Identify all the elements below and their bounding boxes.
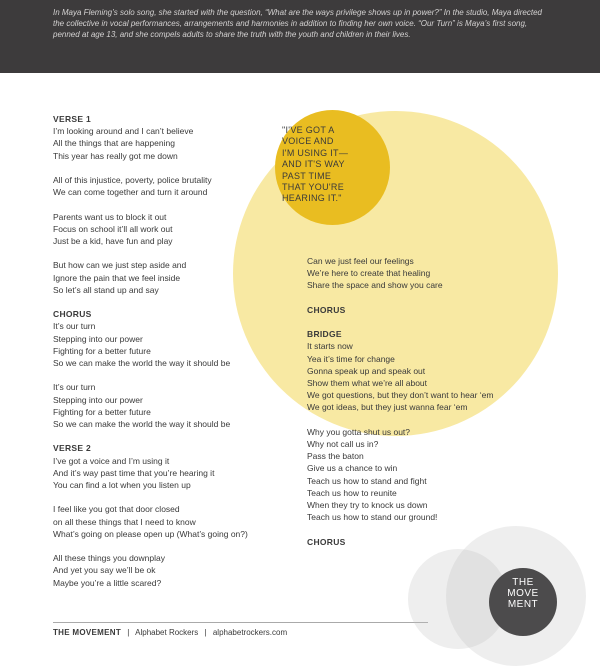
footer [53,628,287,638]
pull-quote [282,125,382,205]
quote-line: THAT YOU'RE [282,182,345,193]
lyric-line: Focus on school it’ll all work out [53,223,173,234]
lyric-line: I feel like you got that door closed [53,504,180,515]
lyric-line: I’m looking around and I can’t believe [53,126,194,137]
verse-1-lines [53,125,293,296]
lyric-line: Teach us how to stand our ground! [307,512,438,523]
quote-line: HEARING IT." [282,193,342,204]
lyric-line: When they try to knock us down [307,500,428,511]
chorus-1-heading: CHORUS [307,304,346,315]
footer-separator: | [204,628,207,637]
lyric-line: So let’s all stand up and say [53,284,159,295]
verse-2-heading: VERSE 2 [53,443,92,454]
lyric-line: It’s our turn [53,321,96,332]
lyric-line: Just be a kid, have fun and play [53,236,173,247]
bridge-lines [307,340,547,523]
lyric-line: We got questions, but they don’t want to hear ‘em [307,390,494,401]
lyric-line: So we can make the world the way it should be [53,419,231,430]
chorus-lines [53,320,293,430]
lyric-line: Fighting for a better future [53,345,151,356]
footer-divider [53,622,428,623]
lyric-line: Maybe you’re a little scared? [53,577,162,588]
lyric-line: Teach us how to reunite [307,487,397,498]
lyric-line: Teach us how to stand and fight [307,475,427,486]
lyric-line: All the things that are happening [53,138,175,149]
footer-separator: | [127,628,130,637]
lyric-line: Gonna speak up and speak out [307,365,426,376]
lyric-line: All of this injustice, poverty, police brutality [53,175,212,186]
lyric-line: So we can make the world the way it should be [53,358,231,369]
verse-2-continued-lines [307,255,547,292]
movement-logo [489,577,557,610]
lyric-line: Can we just feel our feelings [307,256,414,266]
lyric-line: Give us a chance to win [307,463,398,474]
lyric-line: I’ve got a voice and I’m using it [53,455,170,466]
chorus-heading: CHORUS [53,309,92,320]
verse-1-heading: VERSE 1 [53,114,92,124]
quote-line: I'M USING IT— [282,147,349,158]
quote-line: PAST TIME [282,170,332,181]
lyric-line [307,414,547,426]
header-band [0,0,600,73]
lyric-line: Show them what we’re all about [307,378,428,388]
footer-brand: THE MOVEMENT [53,628,122,637]
lyric-line: We can come together and turn it around [53,187,208,198]
lyric-line: This year has really got me down [53,150,178,161]
lyric-line: It starts now [307,341,353,352]
quote-line: VOICE AND [282,136,334,147]
logo-line: MOVE [507,588,539,599]
intro-paragraph: In Maya Fleming’s solo song, she started with the question, “What are the ways privilege shows up in power?” In the studio, Maya directed the collective in vocal performances, arrangements and harmonies in addition to finding her own voice. “Our Turn” is Maya’s first song, penned at age 13, and she compels adults to share the truth with the youth and children in their lives. [53,8,542,39]
bridge-heading: BRIDGE [307,329,342,340]
logo-line: THE [512,577,534,588]
chorus-2-heading: CHORUS [307,536,346,547]
lyric-line: You can find a lot when you listen up [53,480,191,491]
lyric-line: Fighting for a better future [53,406,151,417]
lyric-line [53,198,293,210]
verse-2-lines [53,455,293,589]
lyric-line [53,540,293,552]
lyric-line: Why you gotta shut us out? [307,426,411,437]
lyric-line: It’s our turn [53,382,96,393]
lyrics-right-column [307,255,547,548]
lyric-line: Ignore the pain that we feel inside [53,272,181,283]
lyric-line [53,369,293,381]
lyric-line: Share the space and show you care [307,280,443,291]
lyric-line: Pass the baton [307,451,364,462]
lyric-line: What’s going on please open up (What’s going on?) [53,528,248,539]
lyric-line [53,491,293,503]
lyric-line [53,162,293,174]
lyric-line: But how can we just step aside and [53,260,187,271]
lyric-line: And yet you say we’ll be ok [53,565,156,576]
footer-band: Alphabet Rockers [135,628,199,637]
footer-url[interactable]: alphabetrockers.com [212,628,288,637]
lyric-line: Stepping into our power [53,333,143,344]
lyric-line: And it’s way past time that you’re hearing it [53,467,215,478]
quote-line: "I'VE GOT A [282,125,335,135]
lyric-line: We’re here to create that healing [307,268,431,279]
lyric-line: All these things you downplay [53,553,165,564]
lyric-line: Why not call us in? [307,439,379,450]
lyric-line: We got ideas, but they just wanna fear ‘em [307,402,468,413]
lyric-line: Stepping into our power [53,394,143,405]
lyric-line [53,247,293,259]
lyrics-left-column [53,113,293,589]
logo-line: MENT [507,599,539,610]
lyric-line: on all these things that I need to know [53,516,196,527]
lyric-line: Parents want us to block it out [53,211,167,222]
quote-line: AND IT'S WAY [282,159,345,170]
lyric-line: Yea it’s time for change [307,353,395,364]
